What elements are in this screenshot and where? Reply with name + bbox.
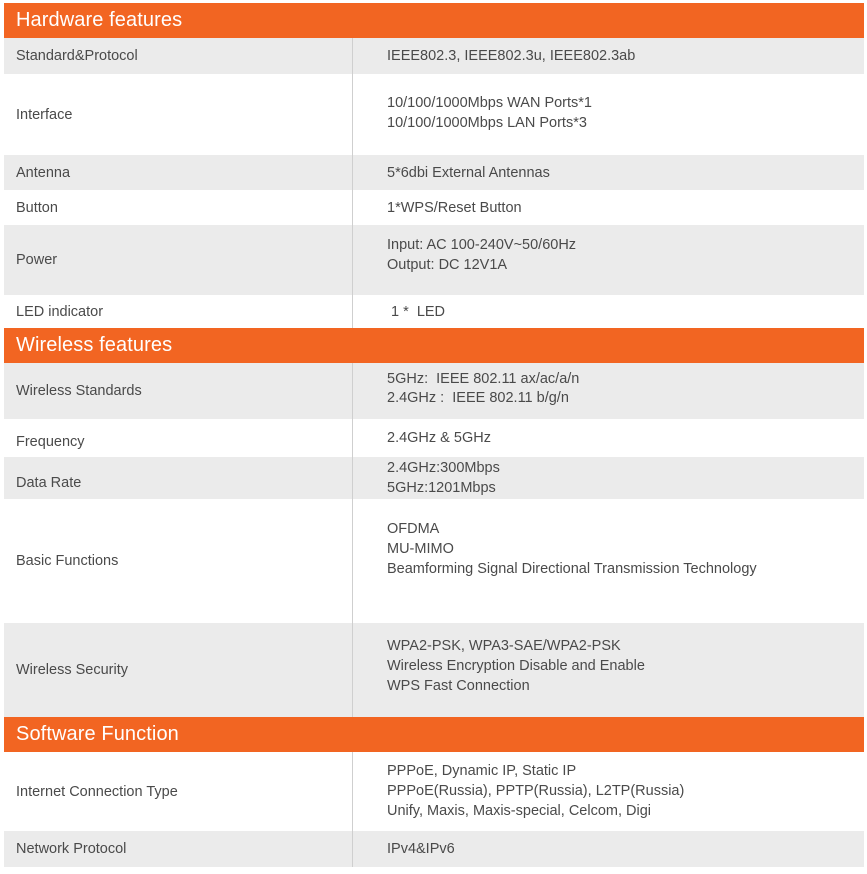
spec-value <box>353 295 864 328</box>
spec-value-line: MU-MIMO <box>387 541 454 557</box>
spec-value-line: Input: AC 100-240V~50/60Hz <box>387 237 577 253</box>
spec-row-internet-connection-type <box>4 752 864 831</box>
spec-value-line: 2.4GHz & 5GHz <box>387 430 491 446</box>
spec-value-line: WPA2-PSK, WPA3-SAE/WPA2-PSK <box>387 638 621 654</box>
spec-value <box>353 419 864 457</box>
spec-value <box>353 499 864 623</box>
spec-label: Wireless Standards <box>16 383 142 399</box>
spec-row-standard-protocol <box>4 38 864 74</box>
spec-row-interface <box>4 74 864 155</box>
spec-value <box>353 831 864 867</box>
spec-value <box>353 752 864 831</box>
spec-value-line: IPv4&IPv6 <box>387 841 455 857</box>
spec-value <box>353 155 864 190</box>
spec-value-line: Wireless Encryption Disable and Enable <box>387 658 645 674</box>
spec-row-button <box>4 190 864 225</box>
spec-value <box>353 457 864 499</box>
spec-row-led-indicator <box>4 295 864 328</box>
spec-value-line: 1 * LED <box>387 303 446 320</box>
spec-label: Wireless Security <box>16 662 128 678</box>
spec-row-wireless-security <box>4 623 864 717</box>
spec-value-line: 10/100/1000Mbps WAN Ports*1 <box>387 95 592 111</box>
section-header-software: Software Function <box>4 717 864 752</box>
spec-value-line: 1*WPS/Reset Button <box>387 199 522 216</box>
spec-value <box>353 363 864 419</box>
spec-label: Network Protocol <box>16 841 127 857</box>
spec-row-antenna <box>4 155 864 190</box>
spec-label: Power <box>16 252 58 268</box>
spec-value-line: 5*6dbi External Antennas <box>387 164 550 181</box>
spec-value <box>353 74 864 155</box>
spec-value <box>353 225 864 295</box>
spec-label: Interface <box>16 106 73 123</box>
spec-label: Internet Connection Type <box>16 783 178 800</box>
spec-row-data-rate <box>4 457 864 499</box>
spec-value-line: Beamforming Signal Directional Transmission Technology <box>387 561 757 577</box>
spec-value-line: PPPoE(Russia), PPTP(Russia), L2TP(Russia) <box>387 783 685 799</box>
spec-label: Button <box>16 199 58 216</box>
spec-label: Basic Functions <box>16 553 119 569</box>
spec-value-line: 5GHz: IEEE 802.11 ax/ac/a/n <box>387 371 580 387</box>
spec-value-line: Output: DC 12V1A <box>387 257 508 273</box>
spec-label: Data Rate <box>16 475 82 491</box>
spec-label: LED indicator <box>16 303 104 320</box>
spec-row-network-protocol <box>4 831 864 867</box>
spec-value-line: 2.4GHz:300Mbps <box>387 460 500 476</box>
spec-label: Frequency <box>16 434 85 450</box>
spec-table <box>4 3 864 867</box>
spec-row-power <box>4 225 864 295</box>
spec-value-line: 5GHz:1201Mbps <box>387 480 496 496</box>
spec-row-wireless-standards <box>4 363 864 419</box>
spec-value-line: IEEE802.3, IEEE802.3u, IEEE802.3ab <box>387 48 636 64</box>
section-header-wireless: Wireless features <box>4 328 864 363</box>
spec-value-line: OFDMA <box>387 521 440 537</box>
spec-row-frequency <box>4 419 864 457</box>
spec-label: Antenna <box>16 164 71 181</box>
spec-value <box>353 38 864 74</box>
spec-value <box>353 623 864 717</box>
spec-value-line: WPS Fast Connection <box>387 678 530 694</box>
spec-value-line: 2.4GHz : IEEE 802.11 b/g/n <box>387 390 569 406</box>
spec-value-line: PPPoE, Dynamic IP, Static IP <box>387 763 577 779</box>
spec-value <box>353 190 864 225</box>
spec-label: Standard&Protocol <box>16 48 138 64</box>
spec-value-line: Unify, Maxis, Maxis-special, Celcom, Digi <box>387 803 652 819</box>
section-header-hardware: Hardware features <box>4 3 864 38</box>
spec-row-basic-functions <box>4 499 864 623</box>
spec-value-line: 10/100/1000Mbps LAN Ports*3 <box>387 115 587 131</box>
